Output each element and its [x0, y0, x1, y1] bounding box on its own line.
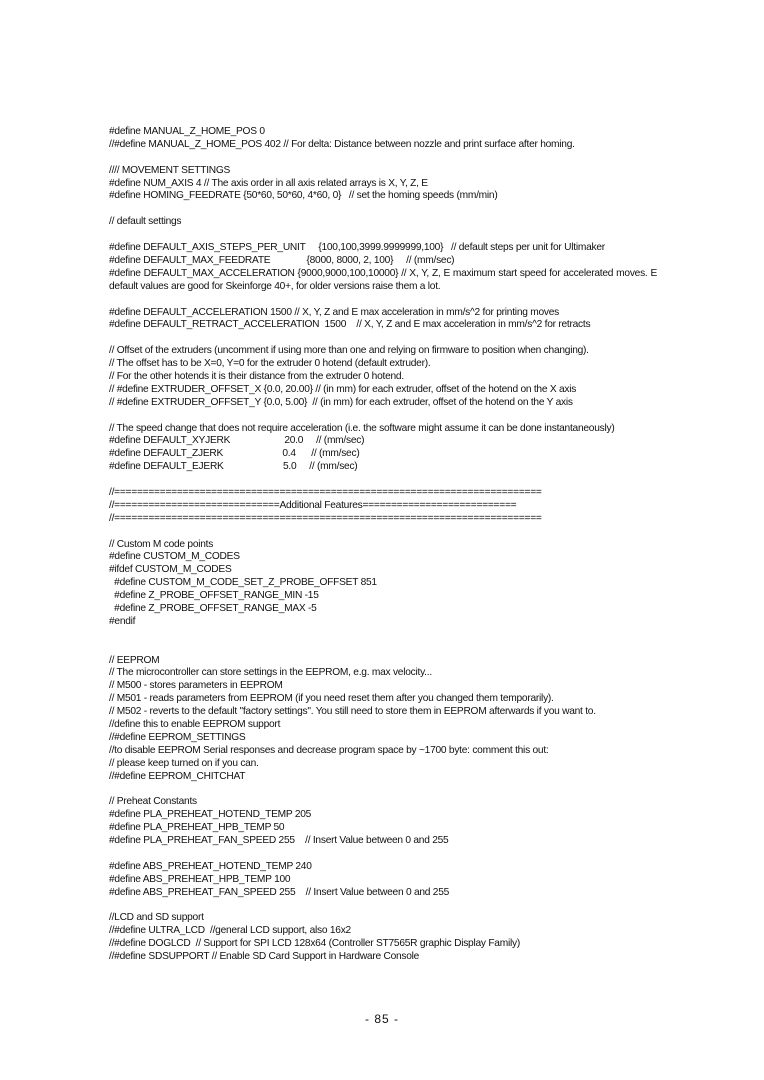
- code-line: #define DEFAULT_ZJERK 0.4 // (mm/sec): [109, 448, 360, 460]
- code-line: //#define EEPROM_SETTINGS: [109, 731, 246, 743]
- code-line: // #define EXTRUDER_OFFSET_X {0.0, 20.00} // (in mm) for each extruder, offset of the hotend on the X axis: [109, 383, 577, 395]
- code-line: #define DEFAULT_RETRACT_ACCELERATION 1500 // X, Y, Z and E max acceleration in mm/s^2 for retracts: [109, 319, 591, 331]
- code-line: //===========================================================================: [109, 487, 542, 499]
- code-line: // #define EXTRUDER_OFFSET_Y {0.0, 5.00} // (in mm) for each extruder, offset of the hotend on the Y axis: [109, 396, 573, 408]
- blank-line: [109, 629, 657, 642]
- code-line: #define DEFAULT_AXIS_STEPS_PER_UNIT {100,100,3999.9999999,100} // default steps per unit for Ultimaker: [109, 242, 605, 254]
- blank-line: [109, 642, 657, 655]
- code-line: // Preheat Constants: [109, 796, 197, 808]
- code-line: #define ABS_PREHEAT_HPB_TEMP 100: [109, 873, 291, 885]
- code-line: //#define ULTRA_LCD //general LCD support, also 16x2: [109, 925, 351, 937]
- code-listing: [109, 126, 657, 964]
- blank-line: [109, 474, 657, 487]
- code-line: //// MOVEMENT SETTINGS: [109, 164, 231, 176]
- code-line: #define ABS_PREHEAT_FAN_SPEED 255 // Insert Value between 0 and 255: [109, 886, 450, 898]
- code-line: //=============================Additional Features===========================: [109, 499, 517, 511]
- blank-line: [109, 203, 657, 216]
- blank-line: [109, 410, 657, 423]
- code-line: #define CUSTOM_M_CODES: [109, 551, 240, 563]
- code-line: // The offset has to be X=0, Y=0 for the extruder 0 hotend (default extruder).: [109, 358, 431, 370]
- code-line: // The speed change that does not require acceleration (i.e. the software might assume it can be done instantaneously): [109, 422, 615, 434]
- code-line: #define DEFAULT_MAX_FEEDRATE {8000, 8000, 2, 100} // (mm/sec): [109, 254, 455, 266]
- blank-line: [109, 526, 657, 539]
- code-line: #define ABS_PREHEAT_HOTEND_TEMP 240: [109, 860, 312, 872]
- code-line: #define DEFAULT_XYJERK 20.0 // (mm/sec): [109, 435, 365, 447]
- code-line: #define PLA_PREHEAT_FAN_SPEED 255 // Insert Value between 0 and 255: [109, 835, 449, 847]
- code-line: #define PLA_PREHEAT_HPB_TEMP 50: [109, 822, 285, 834]
- code-line: // please keep turned on if you can.: [109, 757, 259, 769]
- code-line: //#define MANUAL_Z_HOME_POS 402 // For delta: Distance between nozzle and print surface after homing.: [109, 138, 575, 150]
- code-line: // Offset of the extruders (uncomment if using more than one and relying on firmware to position when changing).: [109, 345, 589, 357]
- code-line: //LCD and SD support: [109, 912, 204, 924]
- blank-line: [109, 848, 657, 861]
- code-line: //===========================================================================: [109, 512, 542, 524]
- blank-line: [109, 294, 657, 307]
- code-line: //to disable EEPROM Serial responses and decrease program space by ~1700 byte: comment this out:: [109, 744, 549, 756]
- code-line: #define DEFAULT_EJERK 5.0 // (mm/sec): [109, 461, 358, 473]
- code-line: //#define SDSUPPORT // Enable SD Card Support in Hardware Console: [109, 951, 420, 963]
- blank-line: [109, 152, 657, 165]
- code-line: #define Z_PROBE_OFFSET_RANGE_MAX -5: [109, 603, 317, 615]
- code-line: // For the other hotends it is their distance from the extruder 0 hotend.: [109, 370, 404, 382]
- code-line: #endif: [109, 615, 136, 627]
- code-line: //define this to enable EEPROM support: [109, 719, 281, 731]
- code-line: #define DEFAULT_MAX_ACCELERATION {9000,9000,100,10000} // X, Y, Z, E maximum start speed for accelerated moves. E default values are good for Skeinforge 40+, for older versions raise them a lot.: [109, 267, 657, 292]
- code-line: #define PLA_PREHEAT_HOTEND_TEMP 205: [109, 809, 312, 821]
- blank-line: [109, 332, 657, 345]
- code-line: #define CUSTOM_M_CODE_SET_Z_PROBE_OFFSET 851: [109, 577, 377, 589]
- code-line: // The microcontroller can store settings in the EEPROM, e.g. max velocity...: [109, 667, 432, 679]
- code-line: #define HOMING_FEEDRATE {50*60, 50*60, 4*60, 0} // set the homing speeds (mm/min): [109, 190, 498, 202]
- blank-line: [109, 229, 657, 242]
- code-line: //#define DOGLCD // Support for SPI LCD 128x64 (Controller ST7565R graphic Display Family): [109, 938, 520, 950]
- blank-line: [109, 900, 657, 913]
- code-line: //#define EEPROM_CHITCHAT: [109, 770, 246, 782]
- code-line: #define MANUAL_Z_HOME_POS 0: [109, 126, 265, 137]
- code-line: #define NUM_AXIS 4 // The axis order in all axis related arrays is X, Y, Z, E: [109, 177, 428, 189]
- code-line: #define DEFAULT_ACCELERATION 1500 // X, Y, Z and E max acceleration in mm/s^2 for printing moves: [109, 306, 559, 318]
- code-line: // Custom M code points: [109, 538, 214, 550]
- code-line: #define Z_PROBE_OFFSET_RANGE_MIN -15: [109, 590, 319, 602]
- code-line: #ifdef CUSTOM_M_CODES: [109, 564, 232, 576]
- code-line: // M502 - reverts to the default "factory settings". You still need to store them in EEPROM afterwards if you want to.: [109, 706, 596, 718]
- code-line: // EEPROM: [109, 654, 160, 666]
- code-line: // default settings: [109, 216, 182, 228]
- code-line: // M500 - stores parameters in EEPROM: [109, 680, 283, 692]
- page-number: - 85 -: [364, 1012, 399, 1026]
- code-line: // M501 - reads parameters from EEPROM (if you need reset them after you changed them temporarily).: [109, 693, 554, 705]
- blank-line: [109, 784, 657, 797]
